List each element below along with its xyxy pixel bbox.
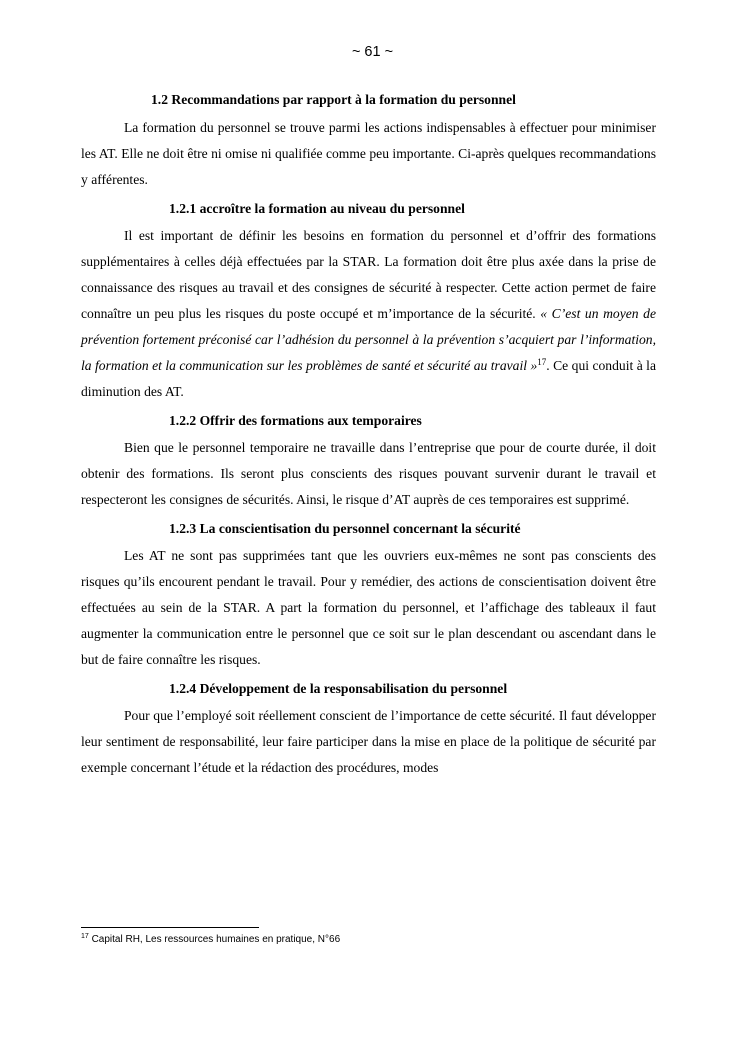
- paragraph-text: Il est important de définir les besoins en formation du personnel et d’offrir des formations supplémentaires à celles déjà effectuées par la STAR. La formation doit être plus axée dans la prise de connaissance des risques au travail et des consignes de sécurité à respecter. Cette action permet de faire connaître un peu plus les risques du poste occupé et m’importance de la sécurité.: [81, 228, 656, 321]
- footnote-divider: [81, 927, 259, 928]
- subsection-heading-1-2-1: 1.2.1 accroître la formation au niveau du personnel: [169, 201, 465, 216]
- footnote: [81, 933, 656, 947]
- subsection-paragraph-1-2-1: [81, 223, 656, 405]
- footnote-text: Capital RH, Les ressources humaines en pratique, N°66: [88, 934, 341, 945]
- subsection-paragraph-1-2-2: Bien que le personnel temporaire ne travaille dans l’entreprise que pour de courte durée, il doit obtenir des formations. Ils seront plus conscients des risques pouvant survenir durant le travail et respecteront les consignes de sécurités. Ainsi, le risque d’AT auprès de ces temporaires est supprimé.: [81, 440, 656, 507]
- subsection-heading-1-2-4: 1.2.4 Développement de la responsabilisation du personnel: [169, 681, 508, 696]
- subsection-paragraph-1-2-4: Pour que l’employé soit réellement conscient de l’importance de cette sécurité. Il faut développer leur sentiment de responsabilité, leur faire participer dans la mise en place de la politique de sécurité par exemple concernant l’étude et la rédaction des procédures, modes: [81, 708, 656, 775]
- paragraph-text-continued: . Ce qui conduit à la diminution des AT.: [81, 358, 656, 399]
- subsection-paragraph-1-2-3: Les AT ne sont pas supprimées tant que les ouvriers eux-mêmes ne sont pas conscients des risques qu’ils encourent pendant le travail. Pour y remédier, des actions de conscientisation doivent être effectuées au sein de la STAR. A part la formation du personnel, et l’affichage des tableaux il faut augmenter la communication entre le personnel que ce soit sur le plan descendant ou ascendant dans le but de faire connaître les risques.: [81, 548, 656, 667]
- subsection-heading-1-2-3: 1.2.3 La conscientisation du personnel concernant la sécurité: [169, 521, 521, 536]
- page-number: ~ 61 ~: [351, 44, 394, 60]
- subsection-heading-1-2-2: 1.2.2 Offrir des formations aux temporaires: [169, 413, 422, 428]
- footnote-reference[interactable]: 17: [537, 357, 547, 367]
- page-content: [81, 89, 656, 781]
- footnote-number: 17: [81, 933, 89, 940]
- quotation: « C’est un moyen de prévention fortement préconisé car l’adhésion du personnel à la prévention s’acquiert par l’information, la formation et la communication sur les problèmes de santé et sécurité au travail »: [81, 306, 656, 373]
- section-heading: 1.2 Recommandations par rapport à la formation du personnel: [151, 92, 516, 107]
- section-intro-paragraph: La formation du personnel se trouve parmi les actions indispensables à effectuer pour minimiser les AT. Elle ne doit être ni omise ni qualifiée comme peu importante. Ci-après quelques recommandations y afférentes.: [81, 120, 656, 187]
